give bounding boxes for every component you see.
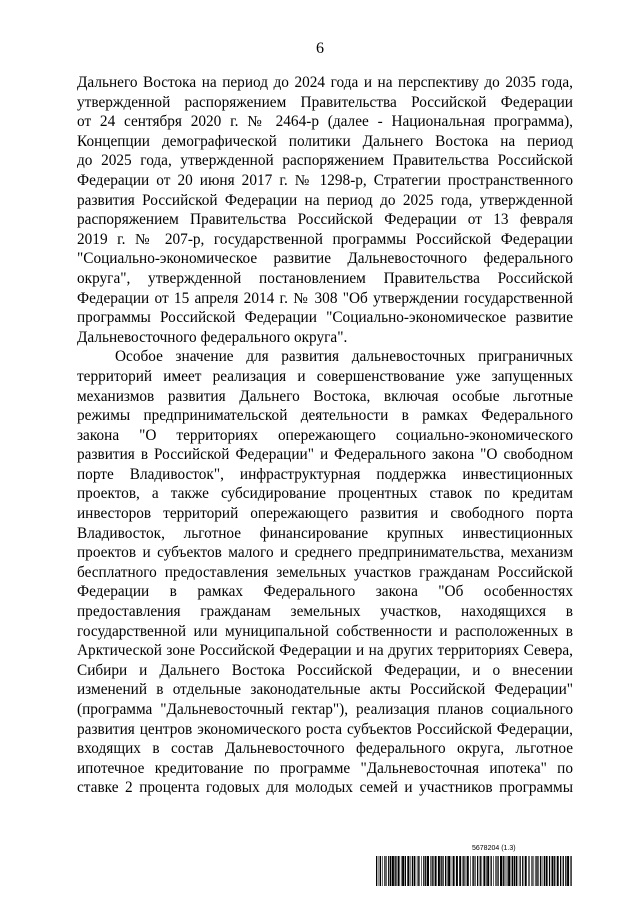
barcode-bar (396, 856, 397, 886)
barcode-bar (442, 856, 443, 886)
barcode-bar (475, 856, 476, 886)
text-line: бесплатного предоставления земельных участков гражданам Российской (77, 563, 573, 581)
barcode-bar (480, 856, 481, 886)
text-line: до 2025 года, утвержденной распоряжением Правительства Российской (77, 152, 573, 170)
barcode-bar (433, 856, 434, 886)
barcode-bar (500, 856, 502, 886)
text-line: Арктической зоне Российской Федерации и на других территориях Севера, (77, 642, 573, 660)
barcode-bar (395, 856, 396, 886)
barcode-bar (507, 856, 508, 886)
barcode-bar (470, 856, 471, 886)
text-line: развития Российской Федерации на период до 2025 года, утвержденной (77, 191, 573, 209)
barcode-bar (405, 856, 406, 886)
text-line: ставке 2 процента годовых для молодых семей и участников программы (77, 779, 573, 797)
barcode-bar (528, 856, 529, 886)
text-line: от 24 сентября 2020 г. № 2464-р (далее - Национальная программа), (77, 113, 573, 131)
barcode-bar (456, 856, 458, 886)
barcode-bar (483, 856, 485, 886)
text-line: проектов, а также субсидирование процентных ставок по кредитам (77, 485, 573, 503)
barcode-bar (418, 856, 419, 886)
barcode-bar (567, 856, 569, 886)
barcode-bar (384, 856, 385, 886)
barcode-bar (379, 856, 380, 886)
text-line: развития в Российской Федерации" и Федерального закона "О свободном (77, 446, 573, 464)
barcode-bar (531, 856, 532, 886)
text-line: ипотечное кредитование по программе "Дальневосточная ипотека" по (77, 759, 573, 777)
text-line: предоставления гражданам земельных участков, находящихся в (77, 603, 573, 621)
barcode-bar (398, 856, 400, 886)
text-line: входящих в состав Дальневосточного федерального округа, льготное (77, 740, 573, 758)
barcode-bar (382, 856, 383, 886)
barcode-bar (416, 856, 417, 886)
barcode-bar (402, 856, 404, 886)
barcode-bar (435, 856, 437, 886)
barcode-bar (427, 856, 429, 886)
barcode-bar (477, 856, 478, 886)
text-line: Дальнего Востока на период до 2024 года и на перспективу до 2035 года, (77, 74, 573, 91)
barcode-bar (486, 856, 487, 886)
barcode-bar (522, 856, 523, 886)
text-line: территорий имеет реализация и совершенствование уже запущенных (77, 367, 573, 385)
document-body (77, 73, 573, 798)
text-line: проектов и субъектов малого и среднего предпринимательства, механизм (77, 544, 573, 562)
barcode-bar (516, 856, 517, 886)
barcode-bar (503, 856, 504, 886)
text-line: Особое значение для развития дальневосточных приграничных (115, 348, 573, 366)
barcode-bar (459, 856, 461, 886)
barcode-bar (570, 856, 571, 886)
barcode-bar (463, 856, 464, 886)
document-code: 5678204 (1.3) (472, 845, 516, 852)
text-line: Сибири и Дальнего Востока Российской Федерации, и о внесении (77, 661, 573, 679)
text-line: развития центров экономического роста субъектов Российской Федерации, (77, 720, 573, 738)
barcode-bar (407, 856, 409, 886)
barcode-bar (560, 856, 561, 886)
barcode-bar (425, 856, 426, 886)
text-line: программы Российской Федерации "Социально-экономическое развитие (77, 309, 573, 327)
barcode-bar (430, 856, 431, 886)
barcode-bar (388, 856, 389, 886)
barcode-bar (532, 856, 533, 886)
text-line: Федерации от 15 апреля 2014 г. № 308 "Об утверждении государственной (77, 289, 573, 307)
barcode-image (376, 856, 574, 886)
barcode-bar (535, 856, 536, 886)
barcode-bar (453, 856, 455, 886)
barcode-bar (412, 856, 413, 886)
barcode-bar (441, 856, 442, 886)
barcode-bar (520, 856, 521, 886)
barcode-bar (563, 856, 564, 886)
barcode-bar (390, 856, 391, 886)
text-line: Федерации от 20 июня 2017 г. № 1298-р, Стратегии пространственного (77, 171, 573, 189)
barcode-bar (518, 856, 519, 886)
barcode-bar (496, 856, 497, 886)
barcode-bar (542, 856, 543, 886)
barcode-bar (525, 856, 527, 886)
barcode-bar (552, 856, 554, 886)
text-line: инвесторов территорий опережающего развития и свободного порта (77, 505, 573, 523)
barcode-bar (410, 856, 411, 886)
text-line: режимы предпринимательской деятельности в рамках Федерального (77, 407, 573, 425)
text-line: государственной или муниципальной собственности и расположенных в (77, 622, 573, 640)
text-line: 2019 г. № 207-р, государственной программы Российской Федерации (77, 230, 573, 248)
barcode-bar (445, 856, 446, 886)
barcode-bar (448, 856, 450, 886)
barcode-bar (565, 856, 566, 886)
page-number: 6 (316, 40, 324, 57)
barcode-bar (491, 856, 492, 886)
barcode-bar (508, 856, 510, 886)
barcode-bar (514, 856, 515, 886)
barcode-bar (546, 856, 548, 886)
text-line: распоряжением Правительства Российской Федерации от 13 февраля (77, 211, 573, 229)
barcode-bar (386, 856, 387, 886)
text-line: утвержденной распоряжением Правительства Российской Федерации (77, 93, 573, 111)
barcode-bar (466, 856, 467, 886)
barcode-bar (401, 856, 402, 886)
text-line: Владивосток, льготное финансирование крупных инвестиционных (77, 524, 573, 542)
barcode-bar (472, 856, 473, 886)
barcode-bar (414, 856, 415, 886)
barcode-bar (549, 856, 550, 886)
barcode-bar (438, 856, 440, 886)
barcode-bar (497, 856, 498, 886)
barcode-bar (464, 856, 465, 886)
barcode-bar (419, 856, 420, 886)
barcode-bar (467, 856, 469, 886)
barcode-bar (380, 856, 381, 886)
text-line: закона "О территориях опережающего социально-экономического (77, 426, 573, 444)
barcode-bar (511, 856, 512, 886)
text-line: механизмов развития Дальнего Востока, включая особые льготные (77, 387, 573, 405)
barcode-bar (512, 856, 513, 886)
text-line: "Социально-экономическое развитие Дальневосточного федерального (77, 250, 573, 268)
barcode-bar (506, 856, 507, 886)
barcode-bar (447, 856, 448, 886)
barcode-bar (392, 856, 394, 886)
barcode-bar (421, 856, 422, 886)
barcode-bar (529, 856, 530, 886)
barcode-bar (376, 856, 377, 886)
barcode-bar (540, 856, 541, 886)
text-line: изменений в отдельные законодательные акты Российской Федерации" (77, 681, 573, 699)
text-line: Дальневосточного федерального округа". (77, 328, 348, 346)
barcode-bar (432, 856, 433, 886)
text-line: Концепции демографической политики Дальнего Востока на период (77, 132, 573, 150)
barcode-bar (554, 856, 555, 886)
barcode-bar (505, 856, 506, 886)
barcode-bar (557, 856, 559, 886)
text-line: Федерации в рамках Федерального закона "Об особенностях (77, 583, 573, 601)
barcode-bar (534, 856, 535, 886)
barcode-bar (482, 856, 483, 886)
text-line: округа", утвержденной постановлением Правительства Российской (77, 269, 573, 287)
text-line: порте Владивосток", инфраструктурная поддержка инвестиционных (77, 465, 573, 483)
barcode-bar (493, 856, 494, 886)
barcode-bar (495, 856, 496, 886)
barcode-bar (423, 856, 424, 886)
text-line: (программа "Дальневосточный гектар"), реализация планов социального (77, 701, 573, 718)
barcode-bar (487, 856, 489, 886)
barcode-bar (537, 856, 538, 886)
barcode-bar (544, 856, 545, 886)
barcode-bar (473, 856, 474, 886)
barcode-bar (451, 856, 452, 886)
